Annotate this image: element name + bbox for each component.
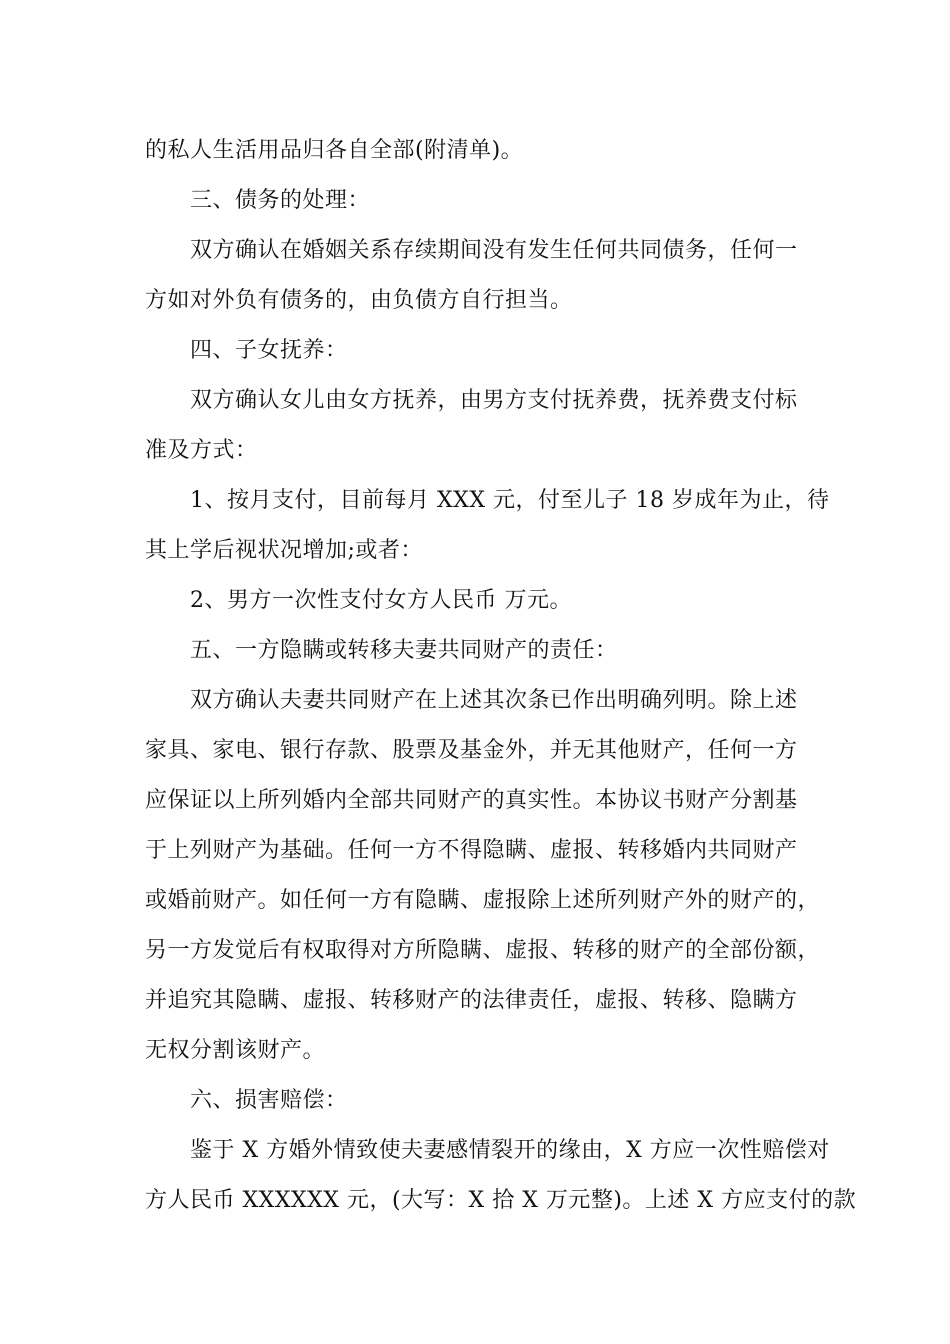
text-line: 准及方式： (145, 438, 258, 463)
section-heading-concealment: 五、一方隐瞒或转移夫妻共同财产的责任： (190, 638, 618, 663)
text-line: 并追究其隐瞒、虚报、转移财产的法律责任，虚报、转移、隐瞒方 (145, 988, 798, 1013)
text-line: 2、男方一次性支付女方人民币 万元。 (190, 588, 572, 613)
text-line: 方人民币 XXXXXX 元，(大写：X 拾 X 万元整)。上述 X 方应支付的款 (145, 1188, 857, 1213)
text-line: 无权分割该财产。 (145, 1038, 326, 1063)
section-heading-debts: 三、债务的处理： (190, 188, 371, 213)
text-line: 另一方发觉后有权取得对方所隐瞒、虚报、转移的财产的全部份额， (145, 938, 821, 963)
text-line: 方如对外负有债务的，由负债方自行担当。 (145, 288, 573, 313)
text-line: 于上列财产为基础。任何一方不得隐瞒、虚报、转移婚内共同财产 (145, 838, 798, 863)
section-heading-child-support: 四、子女抚养： (190, 338, 348, 363)
section-heading-damages: 六、损害赔偿： (190, 1088, 348, 1113)
text-line: 1、按月支付，目前每月 XXX 元，付至儿子 18 岁成年为止，待 (190, 488, 830, 513)
text-line: 或婚前财产。如任何一方有隐瞒、虚报除上述所列财产外的财产的， (145, 888, 821, 913)
text-line: 家具、家电、银行存款、股票及基金外，并无其他财产，任何一方 (145, 738, 798, 763)
text-line: 双方确认夫妻共同财产在上述其次条已作出明确列明。除上述 (190, 688, 798, 713)
text-line: 的私人生活用品归各自全部(附清单)。 (145, 138, 524, 163)
text-line: 其上学后视状况增加;或者： (145, 538, 423, 563)
text-line: 双方确认女儿由女方抚养，由男方支付抚养费，抚养费支付标 (190, 388, 798, 413)
text-line: 鉴于 X 方婚外情致使夫妻感情裂开的缘由，X 方应一次性赔偿对 (190, 1138, 830, 1163)
text-line: 双方确认在婚姻关系存续期间没有发生任何共同债务，任何一 (190, 238, 798, 263)
text-line: 应保证以上所列婚内全部共同财产的真实性。本协议书财产分割基 (145, 788, 798, 813)
